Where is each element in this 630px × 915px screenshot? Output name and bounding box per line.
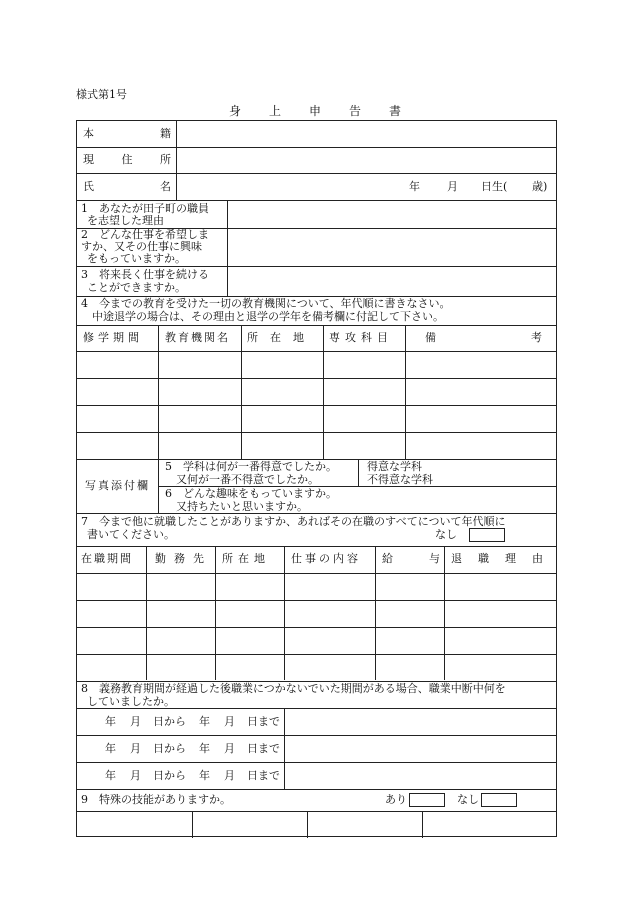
q1-line2: を志望した理由 bbox=[87, 214, 164, 227]
form-title: 身上申告書 bbox=[228, 104, 429, 118]
q7-line2: 書いてください。 bbox=[87, 528, 175, 541]
q5-bad-subject: 不得意な学科 bbox=[367, 473, 433, 486]
q9-yes-label: あり bbox=[385, 793, 407, 806]
edu-header-school: 教育機関名 bbox=[165, 331, 230, 344]
q5-line1: 5 学科は何が一番得意でしたか。 bbox=[165, 460, 337, 473]
photo-attach-label: 写真添付欄 bbox=[85, 479, 150, 492]
q1-line1: 1 あなたが田子町の職員 bbox=[81, 202, 209, 215]
honseki-label: 本 籍 bbox=[83, 127, 171, 140]
q7-none-label: なし bbox=[435, 528, 457, 541]
emp-header-salary-2: 与 bbox=[429, 552, 440, 565]
birth-day-label: 日生( bbox=[481, 180, 508, 193]
q4-line1: 4 今までの教育を受けた一切の教育機関について、年代順に書きなさい。 bbox=[81, 297, 451, 310]
q5-good-subject: 得意な学科 bbox=[367, 460, 422, 473]
edu-header-location: 所在地 bbox=[247, 331, 316, 344]
emp-header-employer: 勤務先 bbox=[155, 552, 212, 565]
form-frame: 本 籍 現 住 所 氏 名 年 月 日生( 歳) 1 あなたが田子町の職員 を志望した理由 2 どんな仕事を希望しま すか、又その仕事に興味 をもっていますか。 3 将来長く仕事を続ける ことができますか。 4 今までの教育を受けた一切の教育機関について、年代順に書きなさい。 中途退学の場合は、その理由と退学の学年を備考欄に付記して下さい。 修学期間 教育機関名 所在地 専攻科目 備 考 写真添付欄 5 学科は何が一番得意でしたか。 又何が一番不得意でしたか。 得意な学科 不得意な学科 6 どんな趣味をもっていますか。 又持ちたいと思いますか。 7 今まで他に就職したことがありますか、あればその在職のすべてについて年代順に 書いてください。 なし 在職期間 勤務先 所在地 仕事の内容 給 与 退職理由 8 義務教育期間が経過した後職業につかないでいた期間がある場合、職業中断中何を していましたか。 年 月 日から 年 月 日まで 年 月 日から 年 月 日まで 年 月 日から 年 月 日まで 9 特殊の技能がありますか。 あり なし bbox=[76, 120, 557, 837]
name-label: 氏 名 bbox=[83, 180, 171, 193]
q2-line1: 2 どんな仕事を希望しま bbox=[81, 228, 209, 241]
edu-header-period: 修学期間 bbox=[83, 331, 143, 344]
q9-question: 9 特殊の技能がありますか。 bbox=[81, 793, 231, 806]
birth-month-label: 月 bbox=[447, 180, 458, 193]
emp-header-period: 在職期間 bbox=[81, 552, 133, 565]
q9-yes-checkbox[interactable] bbox=[409, 793, 445, 807]
q6-line2: 又持ちたいと思いますか。 bbox=[165, 500, 308, 513]
age-label: 歳) bbox=[532, 180, 548, 193]
q2-line3: をもっていますか。 bbox=[87, 252, 186, 265]
address-label: 現 住 所 bbox=[83, 153, 171, 166]
emp-header-salary-1: 給 bbox=[382, 552, 393, 565]
q9-no-label: なし bbox=[457, 793, 479, 806]
q4-line2: 中途退学の場合は、その理由と退学の学年を備考欄に付記して下さい。 bbox=[81, 310, 444, 323]
emp-header-reason: 退職理由 bbox=[451, 552, 559, 565]
q8-line2: していましたか。 bbox=[87, 695, 175, 708]
edu-header-remarks-1: 備 bbox=[425, 331, 436, 344]
q9-no-checkbox[interactable] bbox=[481, 793, 517, 807]
edu-header-remarks-2: 考 bbox=[531, 331, 542, 344]
q7-line1: 7 今まで他に就職したことがありますか、あればその在職のすべてについて年代順に bbox=[81, 515, 506, 528]
q5-line2: 又何が一番不得意でしたか。 bbox=[165, 473, 319, 486]
q3-line1: 3 将来長く仕事を続ける bbox=[81, 268, 209, 281]
q6-line1: 6 どんな趣味をもっていますか。 bbox=[165, 487, 337, 500]
q2-line2: すか、又その仕事に興味 bbox=[81, 240, 202, 253]
q7-none-checkbox[interactable] bbox=[469, 528, 505, 542]
edu-header-major: 専攻科目 bbox=[329, 331, 393, 344]
q8-line1: 8 義務教育期間が経過した後職業につかないでいた期間がある場合、職業中断中何を bbox=[81, 682, 506, 695]
form-number: 様式第1号 bbox=[76, 88, 127, 101]
emp-header-location: 所在地 bbox=[222, 552, 270, 565]
birth-year-label: 年 bbox=[409, 180, 420, 193]
q3-line2: ことができますか。 bbox=[87, 281, 186, 294]
emp-header-work: 仕事の内容 bbox=[291, 552, 361, 565]
